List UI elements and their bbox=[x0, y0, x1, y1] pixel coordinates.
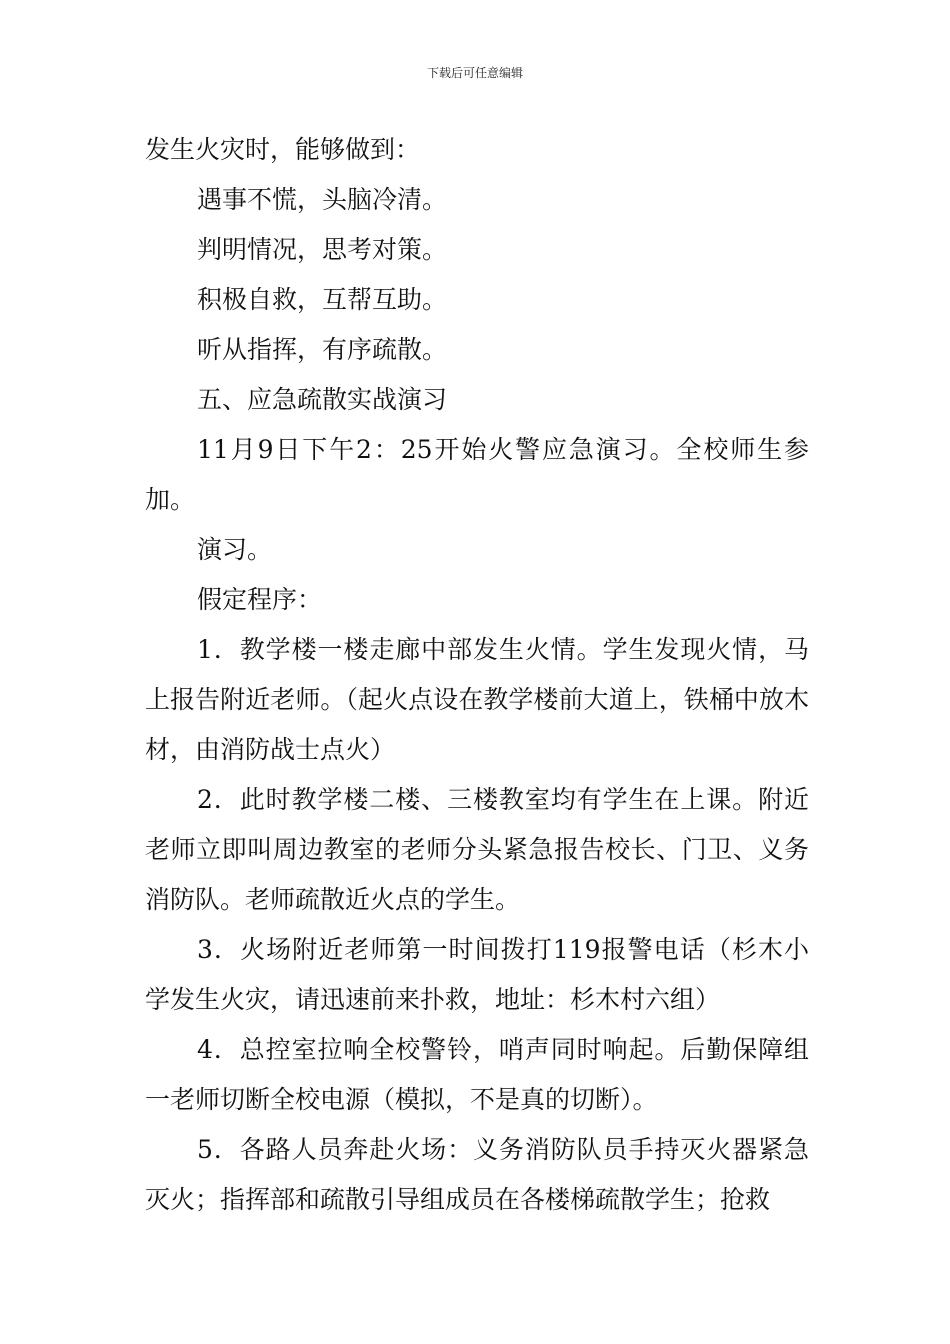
paragraph: 假定程序： bbox=[197, 585, 323, 614]
page-header-note: 下载后可任意编辑 bbox=[426, 66, 523, 80]
list-item: 3．火场附近老师第一时间拨打119报警电话（杉木小学发生火灾，请迅速前来扑救，地址：杉木村六组） bbox=[145, 935, 809, 1014]
paragraph: 遇事不慌，头脑冷清。 bbox=[197, 185, 448, 214]
paragraph: 发生火灾时，能够做到： bbox=[145, 135, 421, 164]
list-item: 5．各路人员奔赴火场：义务消防队员手持灭火器紧急灭火；指挥部和疏散引导组成员在各楼梯疏散学生；抢救 bbox=[145, 1135, 809, 1214]
paragraph: 积极自救，互帮互助。 bbox=[197, 285, 448, 314]
section-heading: 五、应急疏散实战演习 bbox=[197, 385, 448, 414]
paragraph: 演习。 bbox=[197, 535, 273, 564]
list-item: 2．此时教学楼二楼、三楼教室均有学生在上课。附近老师立即叫周边教室的老师分头紧急报告校长、门卫、义务消防队。老师疏散近火点的学生。 bbox=[145, 785, 809, 914]
document-body bbox=[145, 125, 809, 1225]
paragraph: 判明情况，思考对策。 bbox=[197, 235, 448, 264]
list-item: 1．教学楼一楼走廊中部发生火情。学生发现火情，马上报告附近老师。（起火点设在教学楼前大道上，铁桶中放木材，由消防战士点火） bbox=[145, 635, 809, 764]
paragraph: 听从指挥，有序疏散。 bbox=[197, 335, 448, 364]
paragraph: 11月9日下午2：25开始火警应急演习。全校师生参加。 bbox=[145, 435, 809, 514]
list-item: 4．总控室拉响全校警铃，哨声同时响起。后勤保障组一老师切断全校电源（模拟，不是真的切断）。 bbox=[145, 1035, 809, 1114]
